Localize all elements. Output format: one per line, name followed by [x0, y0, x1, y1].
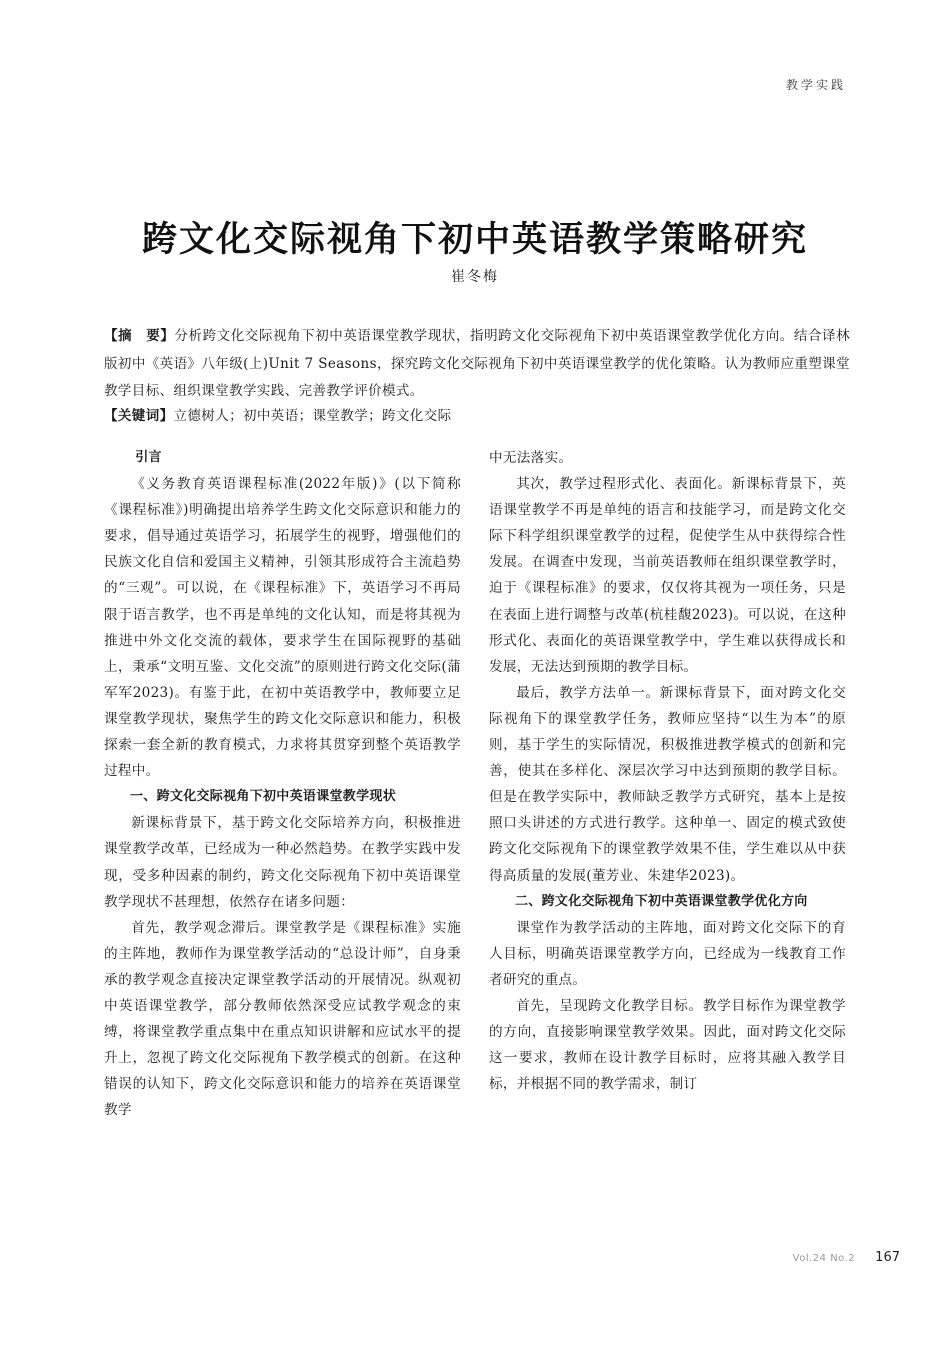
paragraph-continued: 中无法落实。: [489, 450, 573, 466]
article-title: 跨文化交际视角下初中英语教学策略研究: [141, 219, 808, 260]
right-column: [489, 445, 846, 1097]
keywords-label: 【关键词】: [104, 408, 174, 424]
abstract: [104, 323, 850, 406]
section-heading-2: 二、跨文化交际视角下初中英语课堂教学优化方向: [515, 893, 808, 909]
paragraph: 最后，教学方法单一。新课标背景下，面对跨文化交际视角下的课堂教学任务，教师应坚持“以生为本”的原则，基于学生的实际情况，积极推进教学模式的创新和完善，使其在多样化、深层次学习中达到预期的教学目标。但是在教学实际中，教师缺乏教学方式研究，基本上是按照口头讲述的方式进行教学。这种单一、固定的模式致使跨文化交际视角下的课堂教学效果不佳，学生难以从中获得高质量的发展(董芳业、朱建华2023)。: [489, 684, 846, 884]
paragraph: 其次，教学过程形式化、表面化。新课标背景下，英语课堂教学不再是单纯的语言和技能学习，而是跨文化交际下科学组织课堂教学的过程，促使学生从中获得综合性发展。在调查中发现，当前英语教师在组织课堂教学时，迫于《课程标准》的要求，仅仅将其视为一项任务，只是在表面上进行调整与改革(杭桂馥2023)。可以说，在这种形式化、表面化的英语课堂教学中，学生难以获得成长和发展，无法达到预期的教学目标。: [489, 476, 846, 675]
abstract-text: 分析跨文化交际视角下初中英语课堂教学现状，指明跨文化交际视角下初中英语课堂教学优化方向。结合译林版初中《英语》八年级(上)Unit 7 Seasons，探究跨文化交际视角下初中英语课堂教学的优化策略。认为教师应重塑课堂教学目标、组织课堂教学实践、完善教学评价模式。: [104, 328, 851, 399]
paragraph: 《义务教育英语课程标准(2022年版)》(以下简称《课程标准》)明确提出培养学生跨文化交际意识和能力的要求，倡导通过英语学习，拓展学生的视野，增强他们的民族文化自信和爱国主义精神，引领其形成符合主流趋势的“三观”。可以说，在《课程标准》下，英语学习不再局限于语言教学，也不再是单纯的文化认知，而是将其视为推进中外文化交流的载体，要求学生在国际视野的基础上，秉承“文明互鉴、文化交流”的原则进行跨文化交际(蒲军军2023)。有鉴于此，在初中英语教学中，教师要立足课堂教学现状，聚焦学生的跨文化交际意识和能力，积极探索一套全新的教育模式，力求将其贯穿到整个英语教学过程中。: [104, 476, 461, 780]
paragraph: 首先，呈现跨文化教学目标。教学目标作为课堂教学的方向，直接影响课堂教学效果。因此，面对跨文化交际这一要求，教师在设计教学目标时，应将其融入教学目标，并根据不同的教学需求，制订: [489, 997, 846, 1093]
running-head: 教学实践: [785, 78, 846, 92]
section-heading-intro: 引言: [135, 450, 162, 465]
left-column: [104, 445, 461, 1123]
paragraph: 课堂作为教学活动的主阵地，面对跨文化交际下的育人目标，明确英语课堂教学方向，已经成为一线教育工作者研究的重点。: [489, 919, 846, 988]
abstract-label: 【摘 要】: [104, 328, 175, 344]
keywords: [104, 403, 850, 430]
page-footer: [793, 1250, 900, 1265]
section-heading-1: 一、跨文化交际视角下初中英语课堂教学现状: [130, 789, 397, 805]
author-name: 崔冬梅: [451, 269, 499, 285]
keywords-text: 立德树人；初中英语；课堂教学；跨文化交际: [173, 408, 452, 424]
page-number: 167: [875, 1250, 900, 1265]
paragraph: 新课标背景下，基于跨文化交际培养方向，积极推进课堂教学改革，已经成为一种必然趋势。在教学实践中发现，受多种因素的制约，跨文化交际视角下初中英语课堂教学现状不甚理想，依然存在诸多问题：: [104, 815, 461, 910]
paragraph: 首先，教学观念滞后。课堂教学是《课程标准》实施的主阵地，教师作为课堂教学活动的“总设计师”，自身秉承的教学观念直接决定课堂教学活动的开展情况。纵观初中英语课堂教学，部分教师依然深受应试教学观念的束缚，将课堂教学重点集中在重点知识讲解和应试水平的提升上，忽视了跨文化交际视角下教学模式的创新。在这种错误的认知下，跨文化交际意识和能力的培养在英语课堂教学: [104, 919, 461, 1119]
volume-label: Vol.24 No.2: [792, 1253, 856, 1264]
